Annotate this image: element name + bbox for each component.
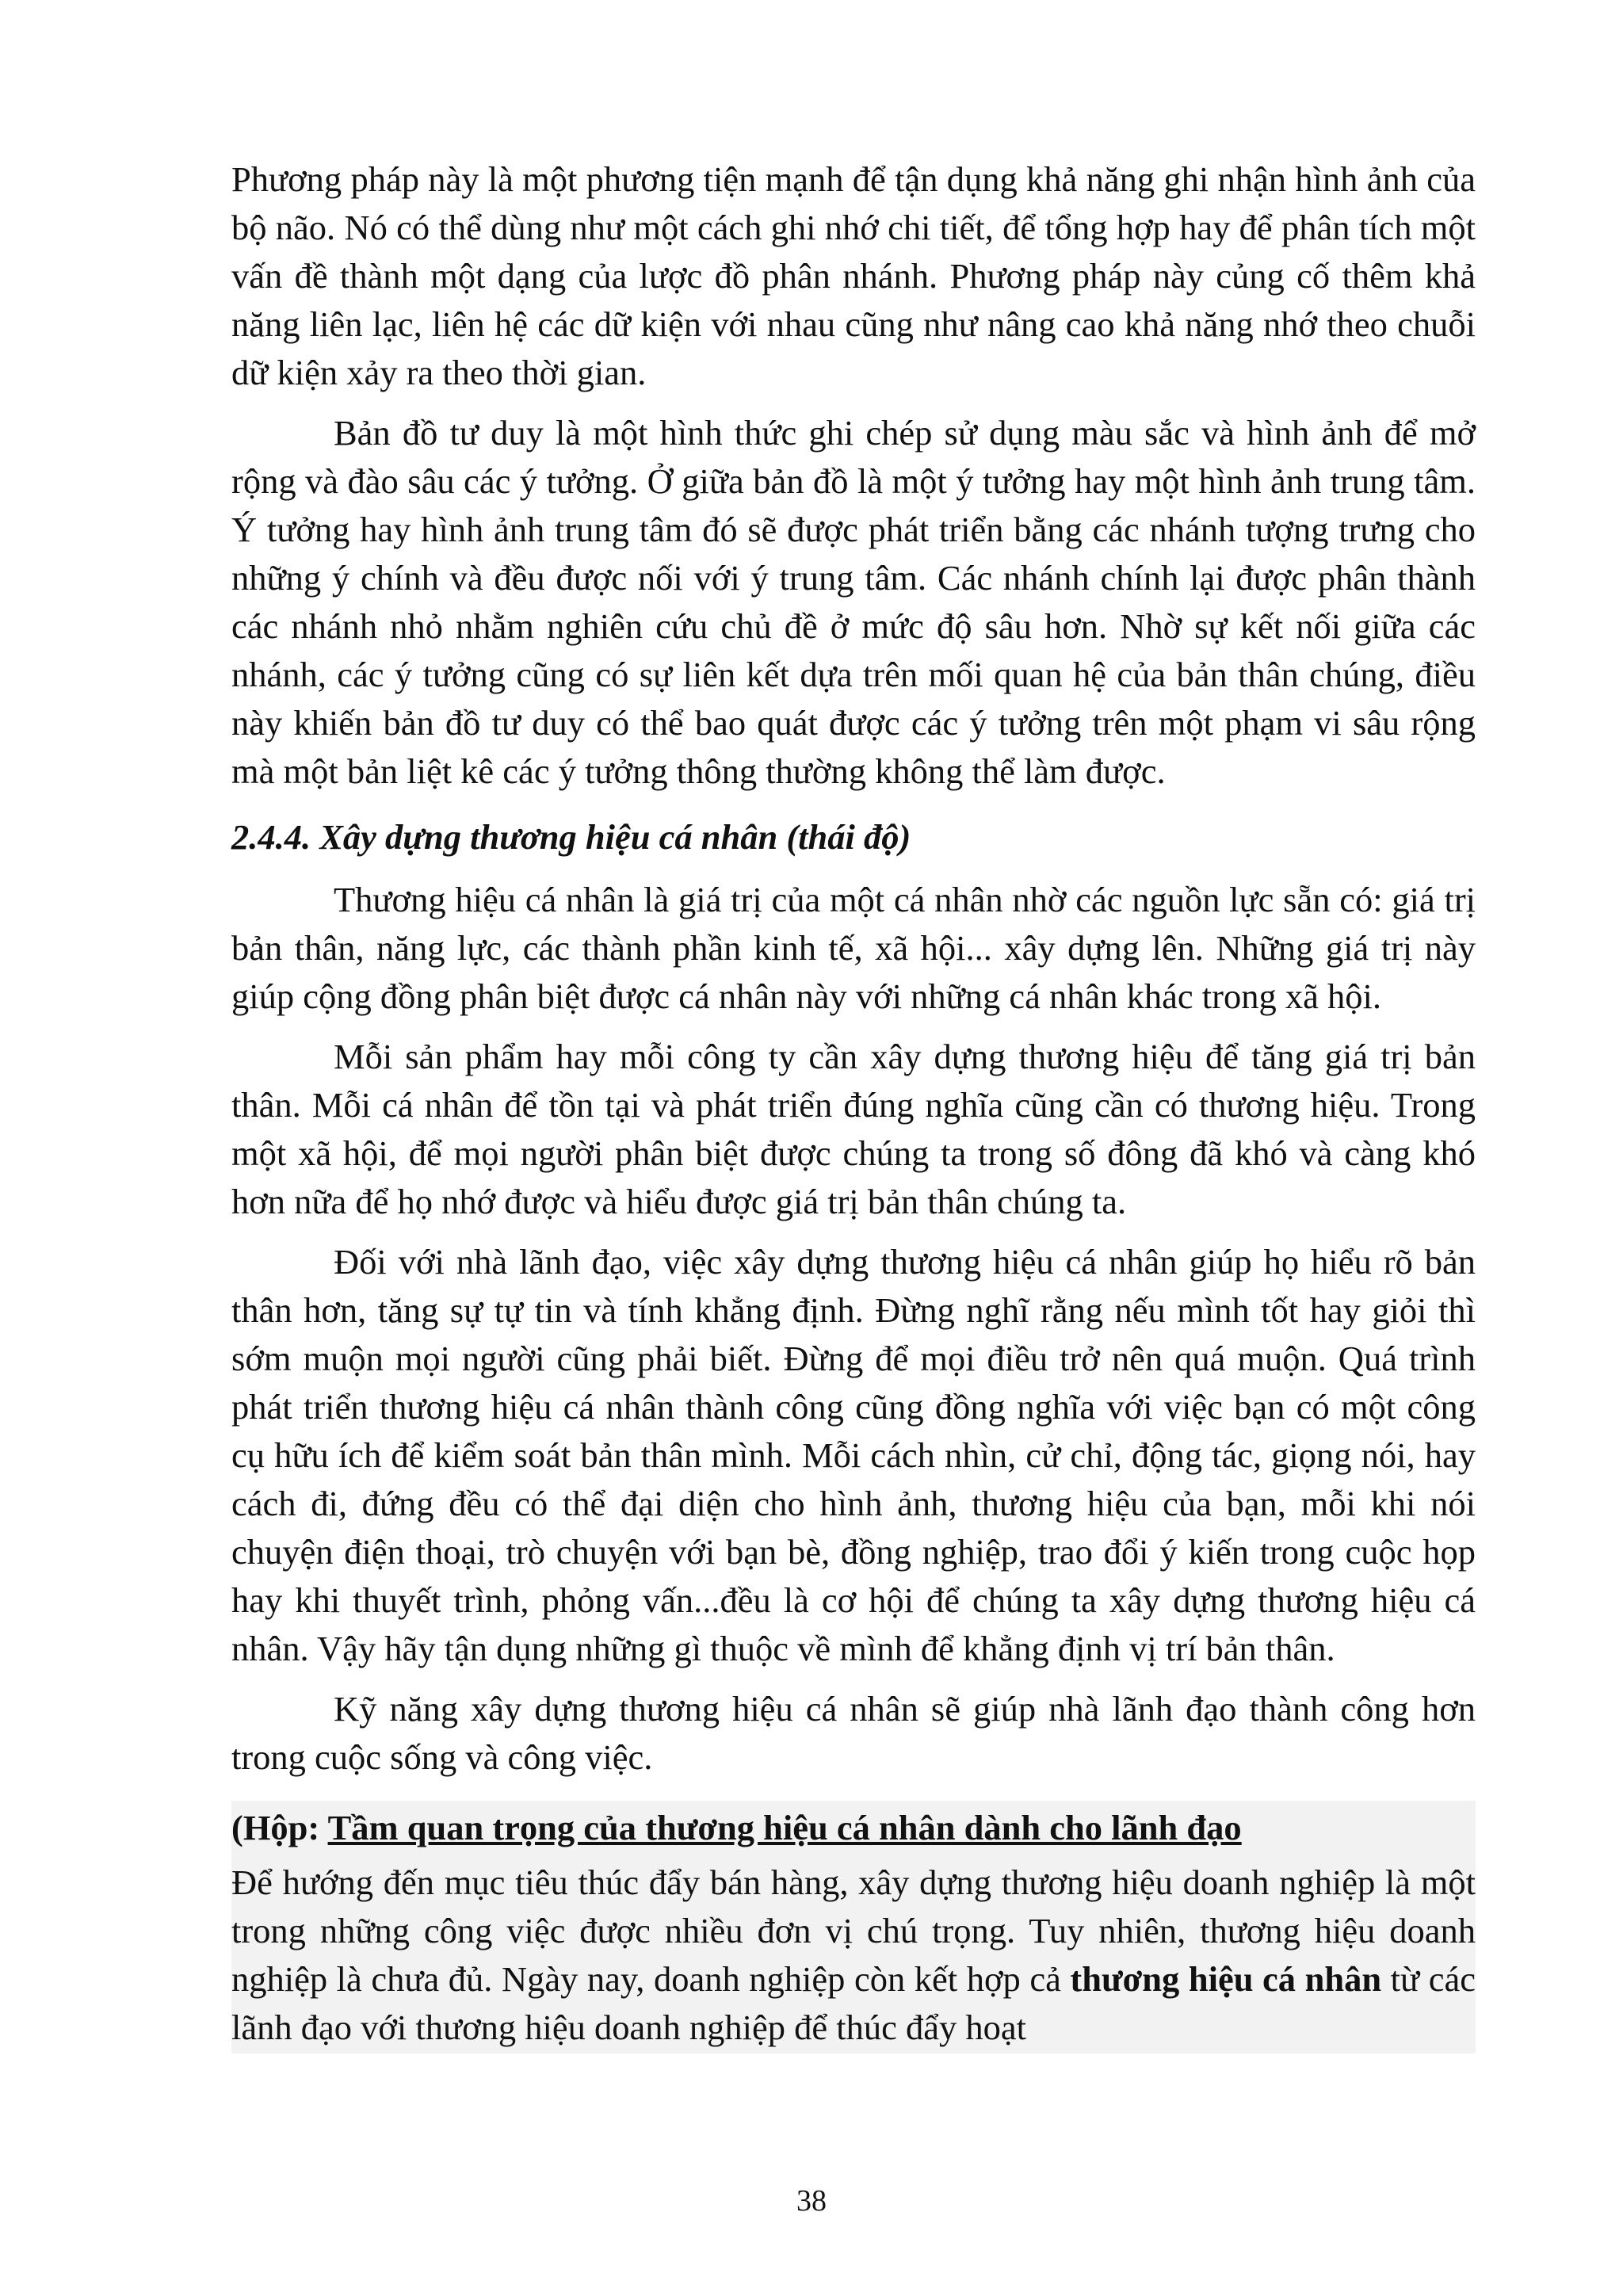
info-box [231,1801,1476,2053]
section-paragraph-3: Đối với nhà lãnh đạo, việc xây dựng thương hiệu cá nhân giúp họ hiểu rõ bản thân hơn, tăng sự tự tin và tính khẳng định. Đừng nghĩ rằng nếu mình tốt hay giỏi thì sớm muộn mọi người cũng phải biết. Đừng để mọi điều trở nên quá muộn. Quá trình phát triển thương hiệu cá nhân thành công cũng đồng nghĩa với việc bạn có một công cụ hữu ích để kiểm soát bản thân mình. Mỗi cách nhìn, cử chỉ, động tác, giọng nói, hay cách đi, đứng đều có thể đại diện cho hình ảnh, thương hiệu của bạn, mỗi khi nói chuyện điện thoại, trò chuyện với bạn bè, đồng nghiệp, trao đổi ý kiến trong cuộc họp hay khi thuyết trình, phỏng vấn...đều là cơ hội để chúng ta xây dựng thương hiệu cá nhân. Vậy hãy tận dụng những gì thuộc về mình để khẳng định vị trí bản thân. [231,1242,1476,1668]
section-title: Xây dựng thương hiệu cá nhân (thái độ) [319,817,911,857]
page-number: 38 [796,2184,827,2218]
page-content [231,155,1476,2053]
box-prefix: (Hộp: [231,1808,328,1847]
box-title-text: Tầm quan trọng của thương hiệu cá nhân dành cho lãnh đạo [327,1808,1242,1847]
section-heading [231,813,1476,861]
section-paragraph-1: Thương hiệu cá nhân là giá trị của một cá nhân nhờ các nguồn lực sẵn có: giá trị bản thân, năng lực, các thành phần kinh tế, xã hội... xây dựng lên. Những giá trị này giúp cộng đồng phân biệt được cá nhân này với những cá nhân khác trong xã hội. [231,880,1476,1016]
section-paragraph-4: Kỹ năng xây dựng thương hiệu cá nhân sẽ giúp nhà lãnh đạo thành công hơn trong cuộc sống và công việc. [231,1689,1476,1777]
box-paragraph [231,1859,1476,2052]
paragraph-2: Bản đồ tư duy là một hình thức ghi chép sử dụng màu sắc và hình ảnh để mở rộng và đào sâu các ý tưởng. Ở giữa bản đồ là một ý tưởng hay một hình ảnh trung tâm. Ý tưởng hay hình ảnh trung tâm đó sẽ được phát triển bằng các nhánh tượng trưng cho những ý chính và đều được nối với ý trung tâm. Các nhánh chính lại được phân thành các nhánh nhỏ nhằm nghiên cứu chủ đề ở mức độ sâu hơn. Nhờ sự kết nối giữa các nhánh, các ý tưởng cũng có sự liên kết dựa trên mối quan hệ của bản thân chúng, điều này khiến bản đồ tư duy có thể bao quát được các ý tưởng trên một phạm vi sâu rộng mà một bản liệt kê các ý tưởng thông thường không thể làm được. [231,413,1476,791]
box-text-before: Để hướng đến mục tiêu thúc đẩy bán hàng, xây dựng thương hiệu doanh nghiệp là một trong những công việc được nhiều đơn vị chú trọng. Tuy nhiên, thương hiệu doanh nghiệp là chưa đủ. Ngày nay, doanh nghiệp còn kết hợp cả [231,1862,1476,1999]
section-paragraph-2: Mỗi sản phẩm hay mỗi công ty cần xây dựng thương hiệu để tăng giá trị bản thân. Mỗi cá nhân để tồn tại và phát triển đúng nghĩa cũng cần có thương hiệu. Trong một xã hội, để mọi người phân biệt được chúng ta trong số đông đã khó và càng khó hơn nữa để họ nhớ được và hiểu được giá trị bản thân chúng ta. [231,1037,1476,1221]
box-title [231,1804,1476,1852]
section-number: 2.4.4. [231,817,311,857]
box-text-after: từ các lãnh đạo với thương hiệu doanh nghiệp để thúc đẩy hoạt [231,1959,1476,2047]
paragraph-1: Phương pháp này là một phương tiện mạnh để tận dụng khả năng ghi nhận hình ảnh của bộ não. Nó có thể dùng như một cách ghi nhớ chi tiết, để tổng hợp hay để phân tích một vấn đề thành một dạng của lược đồ phân nhánh. Phương pháp này củng cố thêm khả năng liên lạc, liên hệ các dữ kiện với nhau cũng như nâng cao khả năng nhớ theo chuỗi dữ kiện xảy ra theo thời gian. [231,159,1476,392]
box-text-bold: thương hiệu cá nhân [1070,1959,1382,1999]
